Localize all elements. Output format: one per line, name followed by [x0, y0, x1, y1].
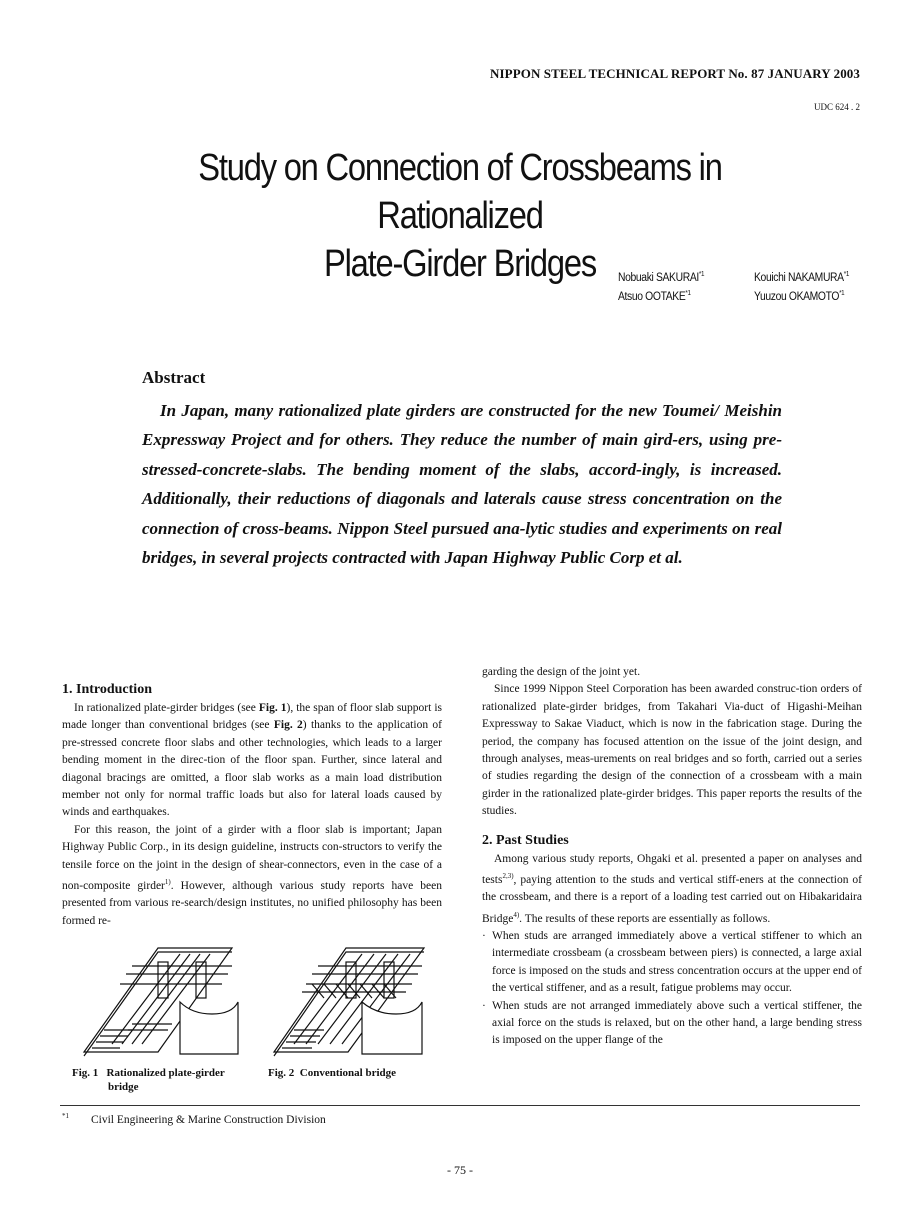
figures-area	[62, 944, 442, 1093]
right-column	[482, 664, 862, 1050]
section-heading-past-studies: 2. Past Studies	[482, 832, 569, 848]
abstract-heading: Abstract	[142, 368, 206, 387]
intro-paragraph-1: In rationalized plate-girder bridges (see Fig. 1), the span of floor slab support is made longer than conventional bridges (see Fig. 2) thanks to the application of pre-stressed concrete floor slabs and other technologies, which leads to a larger bending moment in the direc-tion of the floor span. Further, since lateral and diagonal bracings are omitted, a floor slab works as a main load distribution member not only for normal traffic loads but also for lateral loads caused by winds and earthquakes.	[62, 702, 442, 819]
intro-paragraph-2: For this reason, the joint of a girder with a floor slab is important; Japan Highway Public Corp., in its design guideline, instructs con-structors to verify the tensile force on the joint in the design of shear-connectors, even in the case of a non-composite girder$^{1)}$. However, although various study reports have been presented from various re-search/design institutes, no unified philosophy has been formed re-	[62, 823, 442, 927]
title-line-2: Plate-Girder Bridges	[324, 243, 596, 285]
continued-paragraph: garding the design of the joint yet.	[482, 666, 641, 678]
page-number: - 75 -	[447, 1163, 473, 1177]
fig2-caption: Fig. 2 Conventional bridge	[268, 1067, 397, 1079]
footnote-divider	[60, 1105, 860, 1106]
udc-code: UDC 624 . 2	[813, 102, 860, 112]
list-item: · When studs are not arranged immediately above such a vertical stiffener, the axial force on the studs is relaxed, but on the other hand, a large bending stress is imposed on the upper flange of the	[482, 998, 862, 1050]
author: Nobuaki SAKURAI$^{*1}$	[618, 271, 705, 284]
list-item: · When studs are arranged immediately above a vertical stiffener to which an intermediate crossbeam (a crossbeam between piers) is connected, a large axial force is imposed on the studs and stress concentration occurs at the upper end of the vertical stiffener, and as a result, fatigue problems may occur.	[482, 928, 862, 998]
title-line-1: Study on Connection of Crossbeams in Rationalized	[198, 147, 722, 237]
author: Atsuo OOTAKE$^{*1}$	[618, 290, 691, 303]
footnote: $^{*1}$ Civil Engineering & Marine Construction Division	[62, 1112, 326, 1126]
citation: 4)	[513, 910, 520, 919]
fig1-caption: Fig. 1 Rationalized plate-girder bridge	[72, 1067, 225, 1093]
fig1-reference: Fig. 1	[258, 702, 287, 714]
fig2-reference: Fig. 2	[273, 719, 303, 732]
abstract-text: In Japan, many rationalized plate girders are constructed for the new Toumei/ Meishin Expressway Project and for others. They reduce the number of main gird-ers, using pre-stressed-concrete-slabs. The bending moment of the slabs, accord-ingly, is increased. Additionally, their reductions of diagonals and laterals cause stress concentration on the connection of cross-beams. Nippon Steel pursued ana-lytic studies and experiments on real bridges, in several projects contracted with Japan Highway Public Corp et al.	[142, 401, 782, 568]
journal-header: NIPPON STEEL TECHNICAL REPORT No. 87 JANUARY 2003	[490, 66, 860, 81]
author: Kouichi NAKAMURA$^{*1}$	[754, 271, 849, 284]
left-column	[62, 680, 442, 930]
past-studies-paragraph: Among various study reports, Ohgaki et al. presented a paper on analyses and tests$^{2,3)}$, paying attention to the studs and vertical stiff-eners at the connection of the crossbeam, and there is a report of a loading test carried out on Hibakaridaira Bridge$^{4)}$. The results of these reports are essentially as follows.	[482, 852, 862, 925]
citation: 1)	[164, 878, 171, 887]
right-paragraph-1: Since 1999 Nippon Steel Corporation has been awarded construc-tion orders of rationalized plate-girder bridges, from Takahari Via-duct of Higashi-Meihan Expressway to Sakae Viaduct, which is now in the fabrication stage. During the period, the company has focused attention on the issue of the joint design, and through analyses, meas-urements on real bridges and so forth, carried out a series of studies regarding the design of the connection of a crossbeam with a main girder in the rationalized plate-girder bridges. This paper reports the results of the studies.	[482, 683, 862, 818]
author: Yuuzou OKAMOTO$^{*1}$	[754, 290, 845, 303]
citation: 2,3)	[502, 872, 514, 881]
section-heading-introduction: 1. Introduction	[62, 682, 152, 697]
figure-1-rationalized-bridge	[62, 944, 442, 1062]
findings-list	[482, 928, 862, 1050]
